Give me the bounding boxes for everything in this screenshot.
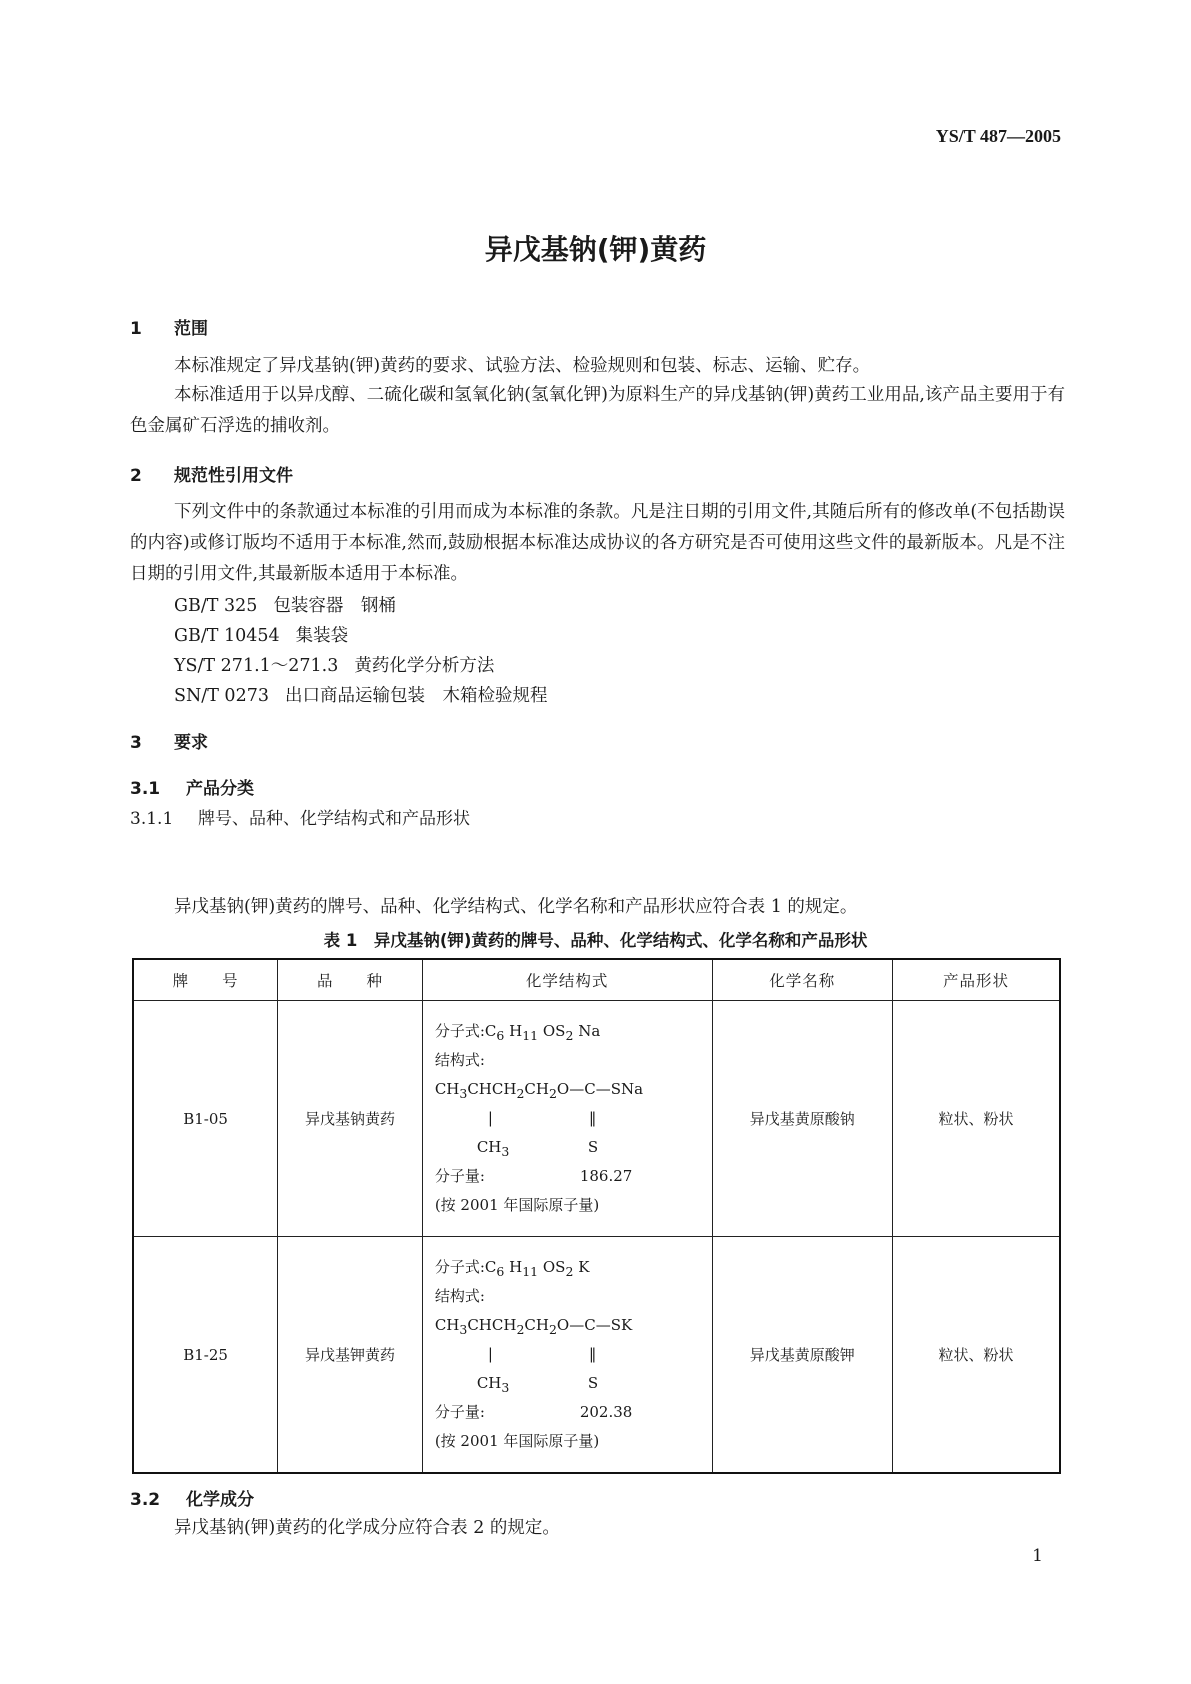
section-title: 规范性引用文件 — [174, 466, 293, 486]
bond-line: | ‖ — [487, 1345, 597, 1363]
table-header-row — [133, 959, 1060, 1001]
reference-code: GB/T 10454 — [174, 626, 280, 646]
molecular-formula: 分子式$:C_6$ $H_{11}$ $OS_2$ Na — [434, 1022, 601, 1043]
cell-chemical-name: 异戊基黄原酸钠 — [712, 1001, 892, 1237]
table-1-caption: 表 1 异戊基钠(钾)黄药的牌号、品种、化学结构式、化学名称和产品形状 — [323, 931, 868, 950]
cell-structure — [422, 1237, 712, 1474]
table-row — [133, 1237, 1060, 1474]
section-2-paragraph-1: 下列文件中的条款通过本标准的引用而成为本标准的条款。凡是注日期的引用文件,其随后所有的修改单(不包括勘误的内容)或修订版均不适用于本标准,然而,鼓励根据本标准达成协议的各方研究是否可使用这些文件的最新版本。凡是不注日期的引用文件,其最新版本适用于本标准。 — [130, 502, 1065, 584]
table-row — [133, 1001, 1060, 1237]
cell-chemical-name: 异戊基黄原酸钾 — [712, 1237, 892, 1474]
document-title: 异戊基钠(钾)黄药 — [484, 233, 707, 266]
section-number: 3 — [130, 733, 142, 753]
structure-label: 结构式: — [434, 1287, 485, 1305]
reference-code: SN/T 0273 — [174, 686, 269, 706]
cell-grade: B1-25 — [133, 1237, 278, 1474]
reference-code: YS/T 271.1～271.3 — [174, 656, 339, 676]
structure-label: 结构式: — [434, 1051, 485, 1069]
section-3-1-1-paragraph: 异戊基钠(钾)黄药的牌号、品种、化学结构式、化学名称和产品形状应符合表 1 的规定。 — [174, 897, 858, 917]
cell-variety: 异戊基钠黄药 — [278, 1001, 423, 1237]
cell-variety: 异戊基钾黄药 — [278, 1237, 423, 1474]
column-header-chemical-name: 化学名称 — [712, 959, 892, 1001]
column-header-structure: 化学结构式 — [422, 959, 712, 1001]
reference-item — [174, 622, 348, 647]
section-3-1-1-heading — [130, 804, 470, 829]
column-header-form: 产品形状 — [892, 959, 1060, 1001]
section-title: 范围 — [174, 319, 208, 339]
section-number: 3.1.1 — [130, 809, 174, 829]
section-1-paragraph-2: 本标准适用于以异戊醇、二硫化碳和氢氧化钠(氢氧化钾)为原料生产的异戊基钠(钾)黄药工业用品,该产品主要用于有色金属矿石浮选的捕收剂。 — [130, 385, 1065, 436]
column-header-variety: 品 种 — [278, 959, 423, 1001]
section-number: 1 — [130, 319, 142, 339]
section-title: 产品分类 — [186, 779, 254, 799]
structural-formula: $CH_3CHCH_2CH_2O—C—SNa$ — [434, 1080, 644, 1101]
section-3-1-heading — [130, 774, 254, 799]
molecular-formula: 分子式$:C_6$ $H_{11}$ $OS_2$ K — [434, 1258, 590, 1279]
table-1 — [132, 958, 1061, 1474]
section-3-2-heading — [130, 1485, 254, 1510]
section-1-paragraph-1: 本标准规定了异戊基钠(钾)黄药的要求、试验方法、检验规则和包装、标志、运输、贮存。 — [174, 356, 871, 376]
standard-code: YS/T 487—2005 — [935, 126, 1061, 146]
branch-line: $CH_3$ S — [476, 1374, 599, 1395]
reference-title: 黄药化学分析方法 — [354, 656, 495, 676]
section-title: 化学成分 — [186, 1490, 254, 1510]
molecular-weight: 分子量: 202.38 — [434, 1403, 633, 1421]
section-1-heading — [130, 314, 208, 339]
atomic-weight-note: (按 2001 年国际原子量) — [434, 1196, 600, 1214]
reference-code: GB/T 325 — [174, 596, 258, 616]
branch-line: $CH_3$ S — [476, 1138, 599, 1159]
column-header-grade: 牌 号 — [133, 959, 278, 1001]
section-title: 牌号、品种、化学结构式和产品形状 — [198, 809, 470, 829]
atomic-weight-note: (按 2001 年国际原子量) — [434, 1432, 600, 1450]
page-number: 1 — [1032, 1546, 1043, 1566]
bond-line: | ‖ — [487, 1109, 597, 1127]
reference-item — [174, 592, 396, 617]
cell-grade: B1-05 — [133, 1001, 278, 1237]
structural-formula: $CH_3CHCH_2CH_2O—C—SK$ — [434, 1316, 633, 1337]
cell-structure — [422, 1001, 712, 1237]
reference-title: 出口商品运输包装 木箱检验规程 — [284, 686, 548, 706]
section-3-2-paragraph: 异戊基钠(钾)黄药的化学成分应符合表 2 的规定。 — [174, 1518, 560, 1538]
section-number: 3.1 — [130, 779, 161, 799]
reference-item — [174, 652, 494, 677]
section-number: 2 — [130, 466, 142, 486]
reference-item — [174, 682, 547, 707]
section-3-heading — [130, 728, 208, 753]
reference-title: 包装容器 钢桶 — [273, 596, 396, 616]
cell-form: 粒状、粉状 — [892, 1237, 1060, 1474]
molecular-weight: 分子量: 186.27 — [434, 1167, 633, 1185]
section-title: 要求 — [174, 733, 208, 753]
reference-title: 集装袋 — [295, 626, 349, 646]
section-number: 3.2 — [130, 1490, 161, 1510]
cell-form: 粒状、粉状 — [892, 1001, 1060, 1237]
section-2-heading — [130, 461, 293, 486]
